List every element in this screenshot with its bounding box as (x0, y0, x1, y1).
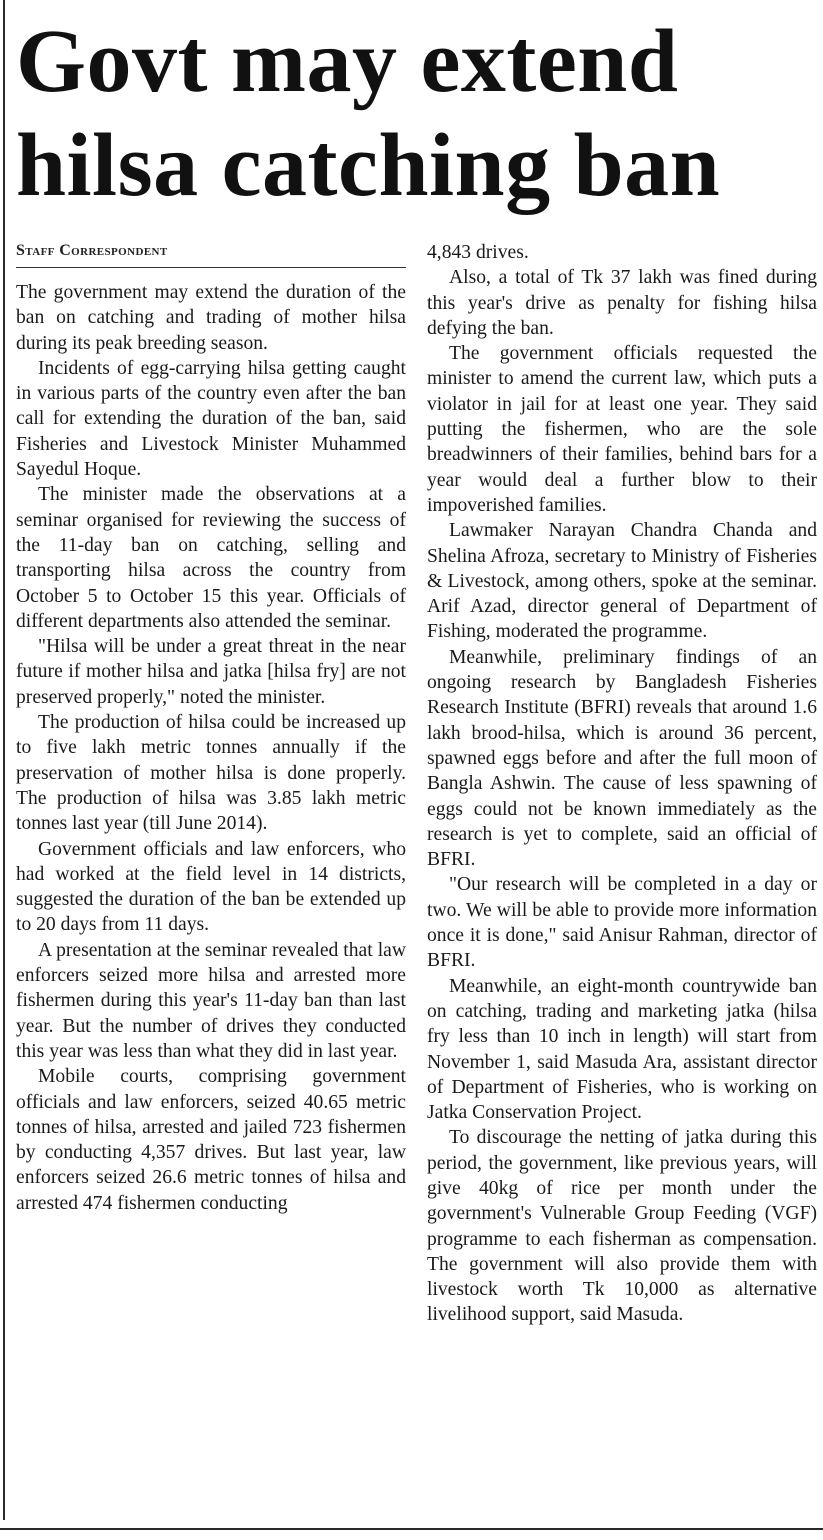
paragraph: Lawmaker Narayan Chandra Chanda and Shelina Afroza, secretary to Ministry of Fisheries & Livestock, among others, spoke at the seminar. Arif Azad, director general of Department of Fishing, moderated the programme. (427, 520, 817, 643)
paragraph: The government may extend the duration of the ban on catching and trading of mother hilsa during its peak breeding season. (16, 282, 406, 354)
paragraph: The government officials requested the minister to amend the current law, which puts a violator in jail for at least one year. They said putting the fishermen, who are the sole breadwinners of their families, behind bars for a year would deal a further blow to their impoverished families. (427, 343, 817, 516)
byline: Staff Correspondent (16, 242, 168, 259)
paragraph-continuation: 4,843 drives. (427, 242, 529, 263)
paragraph: "Our research will be completed in a day or two. We will be able to provide more information once it is done," said Anisur Rahman, director of BFRI. (427, 874, 817, 972)
article-column-right (427, 240, 817, 1328)
article-column-left (16, 280, 406, 1216)
paragraph: Also, a total of Tk 37 lakh was fined during this year's drive as penalty for fishing hilsa defying the ban. (427, 267, 817, 339)
paragraph: Government officials and law enforcers, who had worked at the field level in 14 districts, suggested the duration of the ban be extended up to 20 days from 11 days. (16, 838, 406, 936)
bottom-rule (0, 1528, 823, 1530)
paragraph: "Hilsa will be under a great threat in the near future if mother hilsa and jatka [hilsa fry] are not preserved properly," noted the minister. (16, 636, 406, 708)
column-divider-rule (3, 0, 5, 1520)
paragraph: Incidents of egg-carrying hilsa getting caught in various parts of the country even after the ban call for extending the duration of the ban, said Fisheries and Livestock Minister Muhammed Sayedul Hoque. (16, 357, 406, 481)
paragraph: Meanwhile, preliminary findings of an ongoing research by Bangladesh Fisheries Research Institute (BFRI) reveals that around 1.6 lakh brood-hilsa, which is around 36 percent, spawned eggs before and after the full moon of Bangla Ashwin. The cause of less spawning of eggs could not be known immediately as the research is yet to complete, said an official of BFRI. (427, 646, 817, 871)
paragraph: The production of hilsa could be increased up to five lakh metric tonnes annually if the preservation of mother hilsa is done properly. The production of hilsa was 3.85 lakh metric tonnes last year (till June 2014). (16, 712, 406, 835)
paragraph: A presentation at the seminar revealed that law enforcers seized more hilsa and arrested more fishermen during this year's 11-day ban than last year. But the number of drives they conducted this year was less than what they did in last year. (16, 939, 406, 1062)
headline: Govt may extend hilsa catching ban (16, 12, 721, 215)
byline-rule (16, 267, 406, 268)
paragraph: Meanwhile, an eight-month countrywide ban on catching, trading and marketing jatka (hilsa fry less than 10 inch in length) will start from November 1, said Masuda Ara, assistant director of Department of Fisheries, who is working on Jatka Conservation Project. (427, 975, 817, 1124)
paragraph: The minister made the observations at a seminar organised for reviewing the success of the 11-day ban on catching, selling and transporting hilsa across the country from October 5 to October 15 this year. Officials of different departments also attended the seminar. (16, 484, 406, 632)
paragraph: To discourage the netting of jatka during this period, the government, like previous years, will give 40kg of rice per month under the government's Vulnerable Group Feeding (VGF) programme to each fisherman as compensation. The government will also provide them with livestock worth Tk 10,000 as alternative livelihood support, said Masuda. (427, 1127, 817, 1326)
paragraph: Mobile courts, comprising government officials and law enforcers, seized 40.65 metric tonnes of hilsa, arrested and jailed 723 fishermen by conducting 4,357 drives. But last year, law enforcers seized 26.6 metric tonnes of hilsa and arrested 474 fishermen conducting (16, 1066, 406, 1214)
